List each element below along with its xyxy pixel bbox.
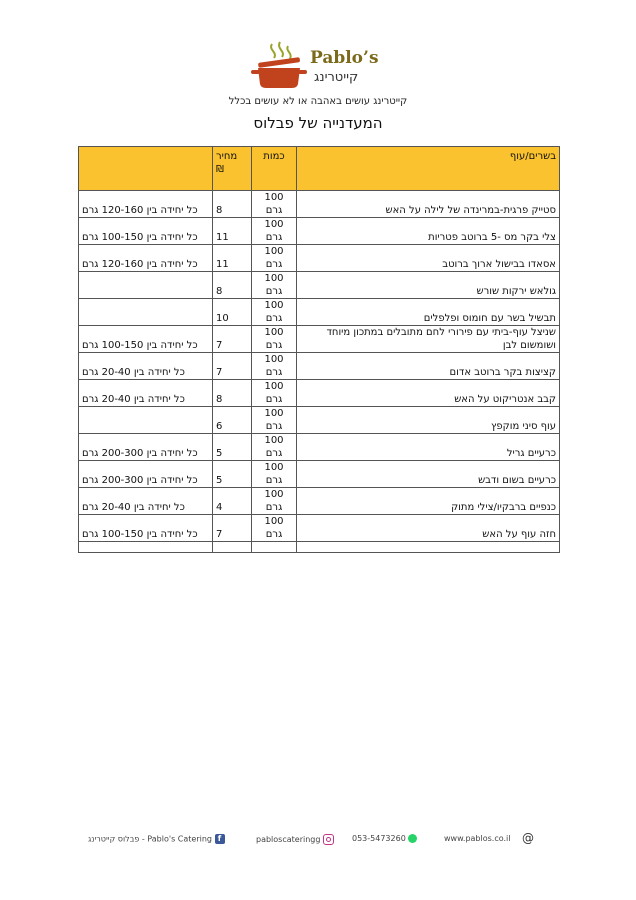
brand-name: Pablo’s <box>310 48 379 68</box>
item-name: כרעיים גריל <box>297 434 560 461</box>
footer-facebook[interactable] <box>88 834 225 844</box>
item-name: חזה עוף על האש <box>297 515 560 542</box>
item-qty-unit: גרם <box>265 421 283 432</box>
item-note: כל יחידה בין 200-300 גרם <box>79 461 213 488</box>
item-name: קבב אנטריקוט על האש <box>297 380 560 407</box>
item-qty-unit: גרם <box>265 232 283 243</box>
instagram-icon <box>323 834 334 845</box>
footer-phone-label: 053-5473260 <box>352 834 406 843</box>
item-qty-number: 100 <box>264 489 284 500</box>
item-note <box>79 407 213 434</box>
page-title: המעדנייה של פבלוס <box>253 114 383 132</box>
item-qty <box>252 461 297 488</box>
table-row <box>79 434 560 461</box>
item-price: 10 <box>213 299 252 326</box>
item-price: 8 <box>213 380 252 407</box>
item-name: עוף סיני מוקפץ <box>297 407 560 434</box>
table-row-empty <box>79 542 560 553</box>
item-price: 4 <box>213 488 252 515</box>
item-qty-unit: גרם <box>265 448 283 459</box>
item-name: סטייק פרגית-במרינדה של לילה על האש <box>297 191 560 218</box>
item-price: 11 <box>213 245 252 272</box>
item-qty <box>252 218 297 245</box>
item-qty-number: 100 <box>264 408 284 419</box>
item-qty <box>252 434 297 461</box>
item-qty <box>252 272 297 299</box>
item-price: 5 <box>213 461 252 488</box>
item-qty-unit: גרם <box>265 286 283 297</box>
item-qty-number: 100 <box>264 300 284 311</box>
table-row <box>79 353 560 380</box>
facebook-icon: f <box>215 834 225 844</box>
item-qty-unit: גרם <box>265 529 283 540</box>
table-row <box>79 272 560 299</box>
item-qty-number: 100 <box>264 273 284 284</box>
item-name: קציצות בקר ברוטב אדום <box>297 353 560 380</box>
item-qty <box>252 245 297 272</box>
item-qty-number: 100 <box>264 462 284 473</box>
item-qty-number: 100 <box>264 435 284 446</box>
item-qty-unit: גרם <box>265 394 283 405</box>
footer <box>88 831 558 850</box>
footer-instagram[interactable] <box>256 834 334 845</box>
item-qty <box>252 299 297 326</box>
empty-cell <box>297 542 560 553</box>
item-price: 11 <box>213 218 252 245</box>
item-qty-unit: גרם <box>265 340 283 351</box>
footer-instagram-label: pabloscateringg <box>256 835 321 844</box>
header-qty: כמות <box>252 147 297 191</box>
item-qty-unit: גרם <box>265 259 283 270</box>
item-price: 8 <box>213 191 252 218</box>
item-name: תבשיל בשר עם חומוס ופלפלים <box>297 299 560 326</box>
footer-facebook-label: פבלוס קייטרינג - Pablo's Catering <box>88 834 212 844</box>
empty-cell <box>79 542 213 553</box>
item-qty-number: 100 <box>264 246 284 257</box>
item-name: אסאדו בבישול ארוך ברוטב <box>297 245 560 272</box>
item-name: גולאש ירקות שורש <box>297 272 560 299</box>
item-qty-number: 100 <box>264 327 284 338</box>
item-price: 6 <box>213 407 252 434</box>
item-qty <box>252 488 297 515</box>
item-price: 7 <box>213 326 252 353</box>
table-row <box>79 245 560 272</box>
table-row <box>79 326 560 353</box>
brand-subtitle: קייטרינג <box>314 70 359 85</box>
item-qty-number: 100 <box>264 381 284 392</box>
item-note <box>79 272 213 299</box>
empty-cell <box>252 542 297 553</box>
table-row <box>79 488 560 515</box>
item-name: כרעיים בשום ודבש <box>297 461 560 488</box>
item-note: כל יחידה בין 120-160 גרם <box>79 191 213 218</box>
brand-logo <box>248 40 398 90</box>
item-price: 8 <box>213 272 252 299</box>
table-row <box>79 515 560 542</box>
cooking-pot-icon <box>248 40 308 90</box>
item-qty-number: 100 <box>264 516 284 527</box>
table-row <box>79 218 560 245</box>
item-qty <box>252 326 297 353</box>
menu-table-body <box>79 191 560 553</box>
header-price: מחיר ₪ <box>213 147 252 191</box>
item-qty-number: 100 <box>264 354 284 365</box>
item-qty-number: 100 <box>264 192 284 203</box>
item-note: כל יחידה בין 20-40 גרם <box>79 488 213 515</box>
header-note <box>79 147 213 191</box>
item-qty-unit: גרם <box>265 475 283 486</box>
item-price: 5 <box>213 434 252 461</box>
item-qty <box>252 353 297 380</box>
header-name: בשרים/עוף <box>297 147 560 191</box>
item-note: כל יחידה בין 20-40 גרם <box>79 380 213 407</box>
empty-cell <box>213 542 252 553</box>
table-row <box>79 299 560 326</box>
item-qty <box>252 515 297 542</box>
item-note: כל יחידה בין 100-150 גרם <box>79 326 213 353</box>
item-qty <box>252 407 297 434</box>
footer-website-label: www.pablos.co.il <box>444 834 511 843</box>
footer-website[interactable] <box>444 834 510 843</box>
at-icon: @ <box>522 831 534 845</box>
item-note <box>79 299 213 326</box>
item-price: 7 <box>213 515 252 542</box>
item-note: כל יחידה בין 100-150 גרם <box>79 515 213 542</box>
item-note: כל יחידה בין 200-300 גרם <box>79 434 213 461</box>
menu-table <box>78 146 560 553</box>
item-note: כל יחידה בין 120-160 גרם <box>79 245 213 272</box>
item-qty-number: 100 <box>264 219 284 230</box>
item-qty-unit: גרם <box>265 205 283 216</box>
table-row <box>79 191 560 218</box>
item-qty <box>252 380 297 407</box>
item-qty-unit: גרם <box>265 502 283 513</box>
item-qty-unit: גרם <box>265 367 283 378</box>
item-note: כל יחידה בין 20-40 גרם <box>79 353 213 380</box>
table-row <box>79 461 560 488</box>
item-name: שניצל עוף-ביתי עם פירורי לחם מתובלים במתכון מיוחד ושומשום לבן <box>297 326 560 353</box>
item-note: כל יחידה בין 100-150 גרם <box>79 218 213 245</box>
item-price: 7 <box>213 353 252 380</box>
footer-phone[interactable] <box>352 834 417 843</box>
item-qty-unit: גרם <box>265 313 283 324</box>
table-row <box>79 380 560 407</box>
table-row <box>79 407 560 434</box>
whatsapp-icon <box>408 834 417 843</box>
item-qty <box>252 191 297 218</box>
item-name: כנפיים ברבקיו/צילי מתוק <box>297 488 560 515</box>
tagline: קייטרינג עושים באהבה או לא עושים בכלל <box>228 96 408 107</box>
table-header-row <box>79 147 560 191</box>
item-name: צלי בקר מס -5 ברוטב פטריות <box>297 218 560 245</box>
